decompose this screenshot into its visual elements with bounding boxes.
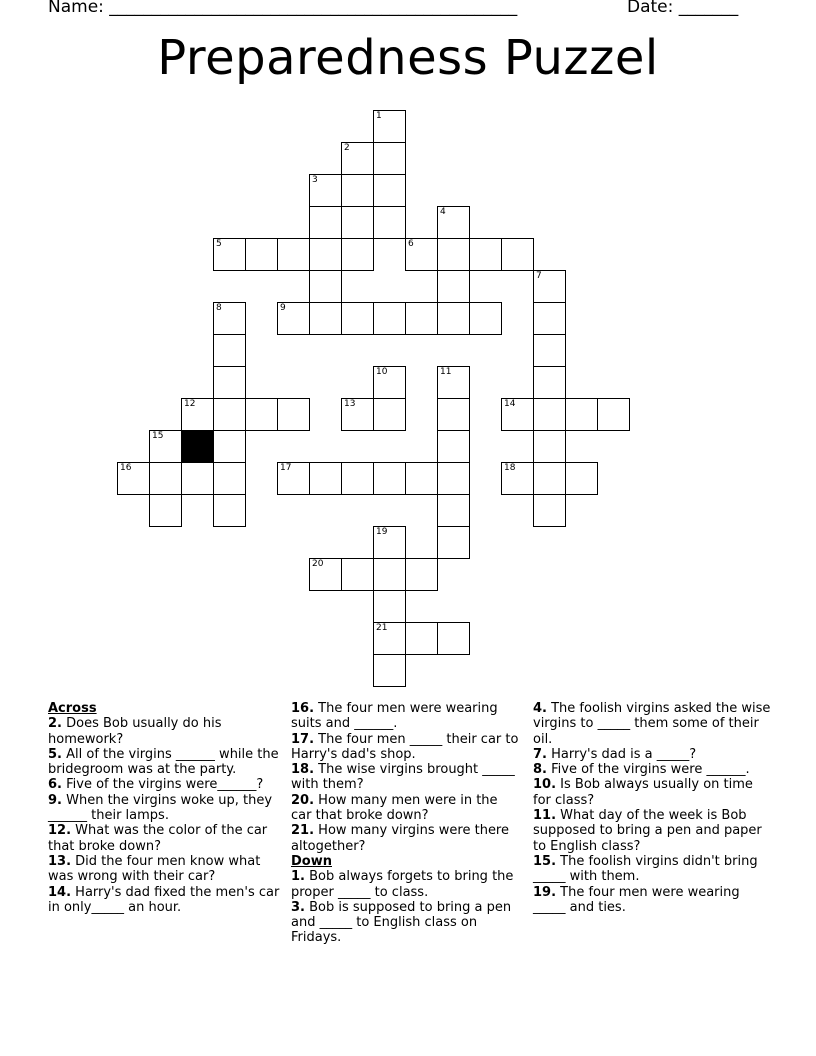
- grid-cell[interactable]: [277, 462, 310, 495]
- clue-item-number: 11.: [533, 808, 557, 824]
- grid-cell[interactable]: [373, 622, 406, 655]
- clues-column-3: [533, 701, 771, 915]
- clue-item-number: 4.: [533, 701, 547, 716]
- clue-item-text: What was the color of the car that broke down?: [48, 823, 268, 854]
- grid-cell[interactable]: [341, 206, 374, 239]
- clue-item: [533, 747, 771, 762]
- clue-item: [48, 777, 280, 792]
- grid-cell[interactable]: [373, 654, 406, 687]
- clue-item: [48, 885, 280, 916]
- grid-cell[interactable]: [405, 622, 438, 655]
- clue-item-text: The four men _____ their car to Harry's dad's shop.: [291, 731, 519, 762]
- clue-item-number: 7.: [533, 746, 547, 762]
- grid-cell[interactable]: [437, 302, 470, 335]
- clue-item: [48, 747, 280, 778]
- grid-cell[interactable]: [373, 206, 406, 239]
- clue-item: [533, 808, 771, 854]
- grid-cell[interactable]: [501, 462, 534, 495]
- clue-number: 17: [280, 463, 292, 473]
- clue-item-text: The foolish virgins asked the wise virgins to _____ them some of their oil.: [533, 701, 771, 747]
- grid-cell[interactable]: [533, 398, 566, 431]
- grid-cell[interactable]: [341, 302, 374, 335]
- grid-cell[interactable]: [245, 238, 278, 271]
- grid-cell[interactable]: [341, 558, 374, 591]
- clue-item: [291, 701, 521, 732]
- clue-number: 3: [312, 175, 318, 185]
- grid-cell[interactable]: [373, 558, 406, 591]
- clue-item-text: Five of the virgins were ______.: [546, 762, 750, 778]
- across-clue-list: [48, 716, 280, 915]
- grid-cell[interactable]: [437, 430, 470, 463]
- grid-cell[interactable]: [277, 398, 310, 431]
- grid-cell[interactable]: [565, 398, 598, 431]
- grid-cell[interactable]: [309, 302, 342, 335]
- grid-cell[interactable]: [437, 622, 470, 655]
- black-cell: [181, 430, 214, 463]
- grid-cell[interactable]: [373, 110, 406, 143]
- grid-cell[interactable]: [213, 398, 246, 431]
- clue-item-text: The four men were wearing _____ and ties.: [533, 884, 740, 915]
- grid-cell[interactable]: [437, 238, 470, 271]
- clue-item: [291, 823, 521, 854]
- grid-cell[interactable]: [181, 462, 214, 495]
- date-field-label[interactable]: Date: _______: [627, 0, 739, 17]
- grid-cell[interactable]: [213, 430, 246, 463]
- clue-number: 21: [376, 623, 388, 633]
- clue-item-number: 13.: [48, 853, 72, 869]
- grid-cell[interactable]: [341, 174, 374, 207]
- clue-item: [291, 762, 521, 793]
- grid-cell[interactable]: [469, 302, 502, 335]
- clue-item-number: 3.: [291, 899, 305, 915]
- grid-cell[interactable]: [213, 366, 246, 399]
- grid-cell[interactable]: [341, 142, 374, 175]
- grid-cell[interactable]: [405, 302, 438, 335]
- grid-cell[interactable]: [405, 238, 438, 271]
- clue-number: 1: [376, 111, 382, 121]
- clue-number: 19: [376, 527, 388, 537]
- grid-cell[interactable]: [213, 302, 246, 335]
- down-clue-list: [291, 869, 521, 945]
- grid-cell[interactable]: [533, 494, 566, 527]
- grid-cell[interactable]: [309, 206, 342, 239]
- clue-item-number: 19.: [533, 884, 557, 900]
- grid-cell[interactable]: [309, 558, 342, 591]
- grid-cell[interactable]: [501, 398, 534, 431]
- clue-item: [291, 793, 521, 824]
- clue-item: [291, 869, 521, 900]
- clue-number: 6: [408, 239, 414, 249]
- grid-cell[interactable]: [373, 526, 406, 559]
- clue-item-text: Is Bob always usually on time for class?: [533, 777, 753, 808]
- clue-item-number: 9.: [48, 792, 62, 808]
- grid-cell[interactable]: [309, 238, 342, 271]
- grid-cell[interactable]: [341, 238, 374, 271]
- grid-cell[interactable]: [245, 398, 278, 431]
- grid-cell[interactable]: [181, 398, 214, 431]
- clue-number: 4: [440, 207, 446, 217]
- grid-cell[interactable]: [533, 270, 566, 303]
- clue-number: 11: [440, 367, 452, 377]
- clue-item-number: 8.: [533, 762, 547, 778]
- grid-cell[interactable]: [341, 398, 374, 431]
- clue-item-number: 15.: [533, 853, 557, 869]
- clue-item-number: 12.: [48, 823, 72, 839]
- clue-item-number: 14.: [48, 884, 72, 900]
- grid-cell[interactable]: [533, 334, 566, 367]
- clue-item-number: 10.: [533, 777, 557, 793]
- clue-item-number: 18.: [291, 762, 315, 778]
- clue-item: [533, 885, 771, 916]
- clue-item-number: 21.: [291, 823, 315, 839]
- grid-cell[interactable]: [373, 462, 406, 495]
- clue-item: [48, 716, 280, 747]
- clue-number: 15: [152, 431, 164, 441]
- puzzle-title: Preparedness Puzzel: [157, 30, 659, 86]
- grid-cell[interactable]: [565, 462, 598, 495]
- clue-item-text: How many virgins were there altogether?: [291, 823, 509, 854]
- grid-cell[interactable]: [533, 462, 566, 495]
- grid-cell[interactable]: [117, 462, 150, 495]
- clue-number: 9: [280, 303, 286, 313]
- grid-cell[interactable]: [437, 526, 470, 559]
- clue-number: 16: [120, 463, 132, 473]
- grid-cell[interactable]: [373, 142, 406, 175]
- clue-item-text: Does Bob usually do his homework?: [48, 716, 222, 747]
- clue-item-text: Did the four men know what was wrong with their car?: [48, 853, 261, 885]
- grid-cell[interactable]: [437, 270, 470, 303]
- grid-cell[interactable]: [533, 430, 566, 463]
- clue-number: 8: [216, 303, 222, 313]
- clue-item-number: 17.: [291, 731, 315, 747]
- clues-column-1: [48, 701, 280, 915]
- grid-cell[interactable]: [405, 462, 438, 495]
- clue-number: 2: [344, 143, 350, 153]
- clue-number: 20: [312, 559, 324, 569]
- grid-cell[interactable]: [309, 174, 342, 207]
- grid-cell[interactable]: [309, 462, 342, 495]
- clue-item-text: Bob is supposed to bring a pen and _____ to English class on Fridays.: [291, 899, 512, 946]
- clues-column-2: [291, 701, 521, 946]
- clue-item: [291, 732, 521, 763]
- grid-cell[interactable]: [373, 174, 406, 207]
- clue-item: [48, 823, 280, 854]
- clue-item-text: Harry's dad fixed the men's car in only_____ an hour.: [48, 884, 280, 915]
- grid-cell[interactable]: [213, 494, 246, 527]
- grid-cell[interactable]: [277, 302, 310, 335]
- clue-item-text: Harry's dad is a _____?: [546, 746, 697, 762]
- clue-item-number: 20.: [291, 792, 315, 808]
- grid-cell[interactable]: [469, 238, 502, 271]
- grid-cell[interactable]: [501, 238, 534, 271]
- grid-cell[interactable]: [213, 334, 246, 367]
- grid-cell[interactable]: [405, 558, 438, 591]
- clue-number: 18: [504, 463, 516, 473]
- clue-item-text: All of the virgins ______ while the bridegroom was at the party.: [48, 746, 279, 778]
- grid-cell[interactable]: [149, 462, 182, 495]
- grid-cell[interactable]: [373, 302, 406, 335]
- clue-item: [533, 777, 771, 808]
- grid-cell[interactable]: [149, 430, 182, 463]
- clue-item-number: 1.: [291, 869, 305, 885]
- clue-item-text: The wise virgins brought _____ with them?: [291, 762, 515, 793]
- down-clue-list-continued: [533, 701, 771, 915]
- clue-item-number: 2.: [48, 716, 62, 732]
- clue-item: [291, 900, 521, 946]
- grid-cell[interactable]: [437, 206, 470, 239]
- grid-cell[interactable]: [213, 462, 246, 495]
- grid-cell[interactable]: [373, 366, 406, 399]
- clue-item: [48, 793, 280, 824]
- clue-number: 12: [184, 399, 196, 409]
- across-clue-list-continued: [291, 701, 521, 854]
- grid-cell[interactable]: [437, 366, 470, 399]
- clue-item-text: Bob always forgets to bring the proper _____ to class.: [291, 869, 514, 900]
- clue-item: [533, 762, 771, 777]
- clue-number: 10: [376, 367, 388, 377]
- clue-item-number: 6.: [48, 777, 62, 793]
- grid-cell[interactable]: [533, 366, 566, 399]
- clue-number: 13: [344, 399, 356, 409]
- name-field-label[interactable]: Name: ________________________________________________: [48, 0, 518, 17]
- grid-cell[interactable]: [533, 302, 566, 335]
- clue-number: 7: [536, 271, 542, 281]
- grid-cell[interactable]: [149, 494, 182, 527]
- grid-cell[interactable]: [309, 270, 342, 303]
- grid-cell[interactable]: [597, 398, 630, 431]
- clue-item: [533, 701, 771, 747]
- clue-item-number: 5.: [48, 746, 62, 762]
- clue-item: [48, 854, 280, 885]
- grid-cell[interactable]: [373, 590, 406, 623]
- grid-cell[interactable]: [437, 398, 470, 431]
- clue-item-number: 16.: [291, 701, 315, 716]
- clue-item-text: The four men were wearing suits and ______.: [291, 701, 498, 732]
- down-heading: Down: [291, 853, 332, 869]
- grid-cell[interactable]: [437, 494, 470, 527]
- grid-cell[interactable]: [213, 238, 246, 271]
- clue-item-text: What day of the week is Bob supposed to bring a pen and paper to English class?: [533, 808, 762, 854]
- clue-item-text: The foolish virgins didn't bring _____ with them.: [533, 853, 758, 885]
- clue-item-text: Five of the virgins were______?: [61, 777, 264, 793]
- clue-item-text: When the virgins woke up, they ______ their lamps.: [48, 792, 273, 824]
- grid-cell[interactable]: [373, 398, 406, 431]
- clue-item-text: How many men were in the car that broke down?: [291, 792, 498, 824]
- grid-cell[interactable]: [437, 462, 470, 495]
- clue-number: 14: [504, 399, 516, 409]
- grid-cell[interactable]: [277, 238, 310, 271]
- across-heading: Across: [48, 701, 97, 716]
- grid-cell[interactable]: [341, 462, 374, 495]
- clue-number: 5: [216, 239, 222, 249]
- clue-item: [533, 854, 771, 885]
